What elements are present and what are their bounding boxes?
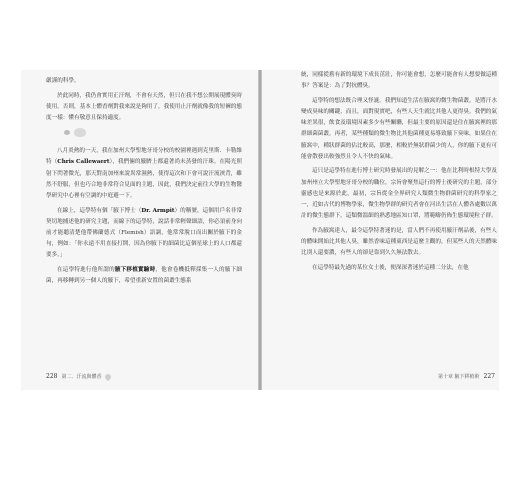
paragraph: 作為腋窩達人，最令這學特著迷的是，當人們不再使用腋汗劑品後，有些人的體味開始比其他人臭，雖然香味這種東西是這麼主觀的，但某些人的天然體味比別人還要濃，有些人的卻是靠到久久無法散去。 bbox=[301, 227, 497, 257]
page-number: 227 bbox=[483, 373, 495, 380]
right-page bbox=[293, 70, 499, 390]
left-page bbox=[31, 70, 255, 390]
page-number: 228 bbox=[46, 373, 58, 380]
paragraph: 在這學特進行他所謂的腋下移植實驗時，他會卷機抵釋採集一人的腋下細菌，再移轉到另一個人的腋下，希望重新安置的菌叢生態系 bbox=[46, 267, 242, 285]
left-page-footer bbox=[46, 373, 111, 380]
left-page-text bbox=[46, 76, 242, 291]
paragraph: 八月炎熱的一天，我在加州大學聖地牙哥分校的校園裡遇到克里斯．卡勒維特（Chris Callewaert），我們倆的腋臍上都還著尚未蒸發的汗珠。在陽光照射下閃著微光，那天對南加州來說異常濕熱，使得這次和下會可說汗流浹背，雖然不舒服，但也巧合地非常符合見面的主題，因此，我們決定前往大學的生物醫學研究中心裡有空調的中庭避一下。 bbox=[46, 148, 242, 200]
paragraph: 嚴謹的科學。 bbox=[46, 78, 80, 84]
paragraph: 於此同時，我仍會實用正汗劑，不會有天然，但只在我不想公開展現體臭時使用。否則，基本上體香劑對我來說是夠用了，我使用止汗劑就像我的短褲的態度一樣：懂有敬意且保持適度。 bbox=[46, 92, 242, 121]
running-title: 第二．汗流與體香 bbox=[61, 374, 102, 380]
paragraph: 這學特的想法既合理又怪誕。我們知道生活在腋窩的微生物菌叢，是將汗水變成臭味的關鍵，而且，面對現實吧，有些人天生就比其他人更得臭。我們的氣味差異很，飲食及環境因素多少有些關聯，但最主要的原因還是住在腋窩裡的那群細菌菌叢，再者，某些種類的微生物比其他菌種更易導致腋下臭味，如果住在腋窩中，種狀群菌的佔比較高，那麼，相較於無狀群菌少的人，你的腋下更有可能會散發出較強烈且令人不快的氣味。 bbox=[301, 97, 497, 160]
right-page-footer bbox=[438, 373, 495, 380]
running-title: 第十章 腋下移植術 bbox=[437, 374, 480, 380]
paragraph: 統，同樣從舊有新的環境下成長茁壯，你可能會想，怎麼可能會有人想要做這種事？答案是：為了對抗體臭。 bbox=[301, 72, 497, 90]
section-break-ornament-icon bbox=[64, 128, 242, 140]
book-gutter bbox=[258, 70, 262, 390]
right-page-text bbox=[301, 70, 497, 277]
paragraph: 這只是這學特在進行博士研究時發展出的見解之一：他在比利時根特大學及加州州立大學聖地牙哥分校的職位，宗旨會聚焦這行的博士後研究的主題，部分靈感也是來源於此，最初，宗旨從金全界研究人類微生物群菌研究的科學家之一，近如古代的博物學家，微生物學群的研究者會在河出生活在人體各處數以萬計的微生態群下，這類微溫細的熟悉地區知口罩，將範疇仍佈生態環境粒子群。 bbox=[301, 168, 497, 220]
droplet-icon bbox=[104, 372, 112, 380]
paragraph: 在這學特最先過的某位女士後，便深深著迷於這種二分法，在他 bbox=[312, 264, 469, 271]
paragraph: 在線上，這學特有個「腋下博士（Dr. Armpit）的稱號，這個用戶名非常契切地捕述他的研究主題，而線下的這學特，說話非常輕聲細語，你必須前身向前才能聽清楚他帶佛蘭德式（Flemish）語調，他常常脫口而出關於腋下的金句，例如：「你永遠不用直接打開，因為你腋下的細菌比這個星球上的人口都還要多。」 bbox=[46, 207, 242, 259]
